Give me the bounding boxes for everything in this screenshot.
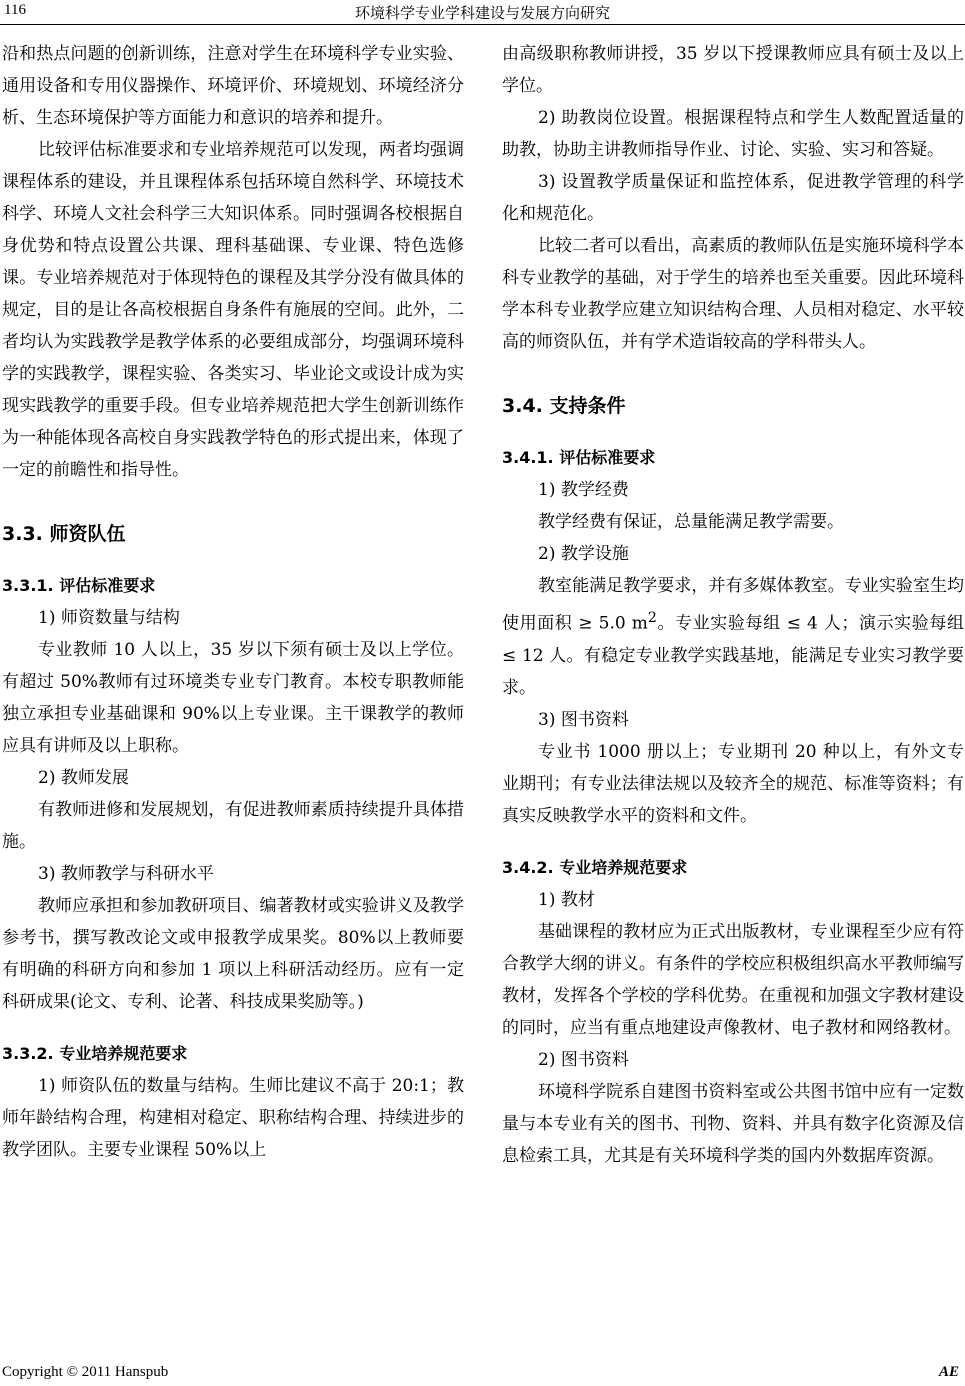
- paragraph: 环境科学院系自建图书资料室或公共图书馆中应有一定数量与本专业有关的图书、刊物、资料、并具有数字化资源及信息检索工具，尤其是有关环境科学类的国内外数据库资源。: [502, 1081, 964, 1166]
- left-column: [2, 38, 464, 1166]
- paragraph: [502, 570, 964, 704]
- paragraph: 1) 师资队伍的数量与结构。生师比建议不高于 20:1；教师年龄结构合理，构建相对稳定、职称结构合理、持续进步的教学团队。主要专业课程 50%以上: [2, 1076, 464, 1160]
- superscript: 2: [647, 610, 657, 626]
- list-item: 3) 教师教学与科研水平: [38, 864, 214, 884]
- paragraph: 教学经费有保证，总量能满足教学需要。: [538, 512, 844, 532]
- list-item: 2) 教学设施: [538, 544, 629, 564]
- subsection-heading-3-3-2: 3.3.2. 专业培养规范要求: [2, 1044, 188, 1063]
- text-run: 。专业实验每组 ≤ 4 人；演示实验每组 ≤ 12 人。有稳定专业教学实践基地，能满足专业实习教学要求。: [502, 613, 964, 698]
- paragraph: 教师应承担和参加教研项目、编著教材或实验讲义及教学参考书，撰写教改论文或申报教学成果奖。80%以上教师要有明确的科研方向和参加 1 项以上科研活动经历。应有一定科研成果(论文、专利、论著、科技成果奖励等。): [2, 896, 464, 1012]
- journal-abbreviation: AE: [938, 1364, 959, 1380]
- list-item: 1) 教学经费: [538, 480, 629, 500]
- section-heading-3-3: 3.3. 师资队伍: [2, 523, 126, 545]
- right-column: [502, 38, 964, 1172]
- list-item: 1) 教材: [538, 889, 595, 910]
- paragraph: 由高级职称教师讲授，35 岁以下授课教师应具有硕士及以上学位。: [502, 44, 964, 96]
- copyright-notice: Copyright © 2011 Hanspub: [2, 1364, 169, 1380]
- subsection-heading-3-4-2: 3.4.2. 专业培养规范要求: [502, 857, 688, 877]
- list-item: 2) 教师发展: [38, 768, 129, 788]
- page-footer: [0, 1360, 965, 1386]
- section-heading-3-4: 3.4. 支持条件: [502, 395, 626, 417]
- header-rule: [0, 24, 965, 25]
- subsection-heading-3-4-1: 3.4.1. 评估标准要求: [502, 448, 656, 467]
- page-number: 116: [4, 2, 26, 18]
- paragraph: 比较评估标准要求和专业培养规范可以发现，两者均强调课程体系的建设，并且课程体系包括环境自然科学、环境技术科学、环境人文社会科学三大知识体系。同时强调各校根据自身优势和特点设置公共课、理科基础课、专业课、特色选修课。专业培养规范对于体现特色的课程及其学分没有做具体的规定，目的是让各高校根据自身条件有施展的空间。此外，二者均认为实践教学是教学体系的必要组成部分，均强调环境科学的实践教学，课程实验、各类实习、毕业论文或设计成为实现实践教学的重要手段。但专业培养规范把大学生创新训练作为一种能体现各高校自身实践教学特色的形式提出来，体现了一定的前瞻性和指导性。: [2, 140, 464, 480]
- subsection-heading-3-3-1: 3.3.1. 评估标准要求: [2, 576, 156, 595]
- paragraph: 专业教师 10 人以上，35 岁以下须有硕士及以上学位。有超过 50%教师有过环境类专业专门教育。本校专职教师能独立承担专业基础课和 90%以上专业课。主干课教学的教师应具有讲师及以上职称。: [2, 640, 464, 756]
- page-header: [0, 0, 965, 26]
- text-run: 教室能满足教学要求，并有多媒体教室。专业实验室生均使用面积 ≥ 5.0 m: [502, 576, 964, 634]
- paragraph: 专业书 1000 册以上；专业期刊 20 种以上，有外文专业期刊；有专业法律法规以及较齐全的规范、标准等资料；有真实反映教学水平的资料和文件。: [502, 741, 964, 826]
- paragraph: 2) 助教岗位设置。根据课程特点和学生人数配置适量的助教，协助主讲教师指导作业、讨论、实验、实习和答疑。: [502, 108, 964, 160]
- paragraph: 3) 设置教学质量保证和监控体系，促进教学管理的科学化和规范化。: [502, 172, 964, 224]
- list-item: 2) 图书资料: [538, 1049, 629, 1070]
- paragraph: 基础课程的教材应为正式出版教材，专业课程至少应有符合教学大纲的讲义。有条件的学校应积极组织高水平教师编写教材，发挥各个学校的学科优势。在重视和加强文字教材建设的同时，应当有重点地建设声像教材、电子教材和网络教材。: [502, 921, 964, 1038]
- paragraph: 比较二者可以看出，高素质的教师队伍是实施环境科学本科专业教学的基础，对于学生的培养也至关重要。因此环境科学本科专业教学应建立知识结构合理、人员相对稳定、水平较高的师资队伍，并有学术造诣较高的学科带头人。: [502, 236, 964, 352]
- paragraph: 沿和热点问题的创新训练，注意对学生在环境科学专业实验、通用设备和专用仪器操作、环境评价、环境规划、环境经济分析、生态环境保护等方面能力和意识的培养和提升。: [2, 44, 464, 128]
- list-item: 1) 师资数量与结构: [38, 608, 180, 628]
- paragraph: 有教师进修和发展规划，有促进教师素质持续提升具体措施。: [2, 800, 464, 852]
- list-item: 3) 图书资料: [538, 709, 629, 730]
- running-title: 环境科学专业学科建设与发展方向研究: [354, 4, 610, 22]
